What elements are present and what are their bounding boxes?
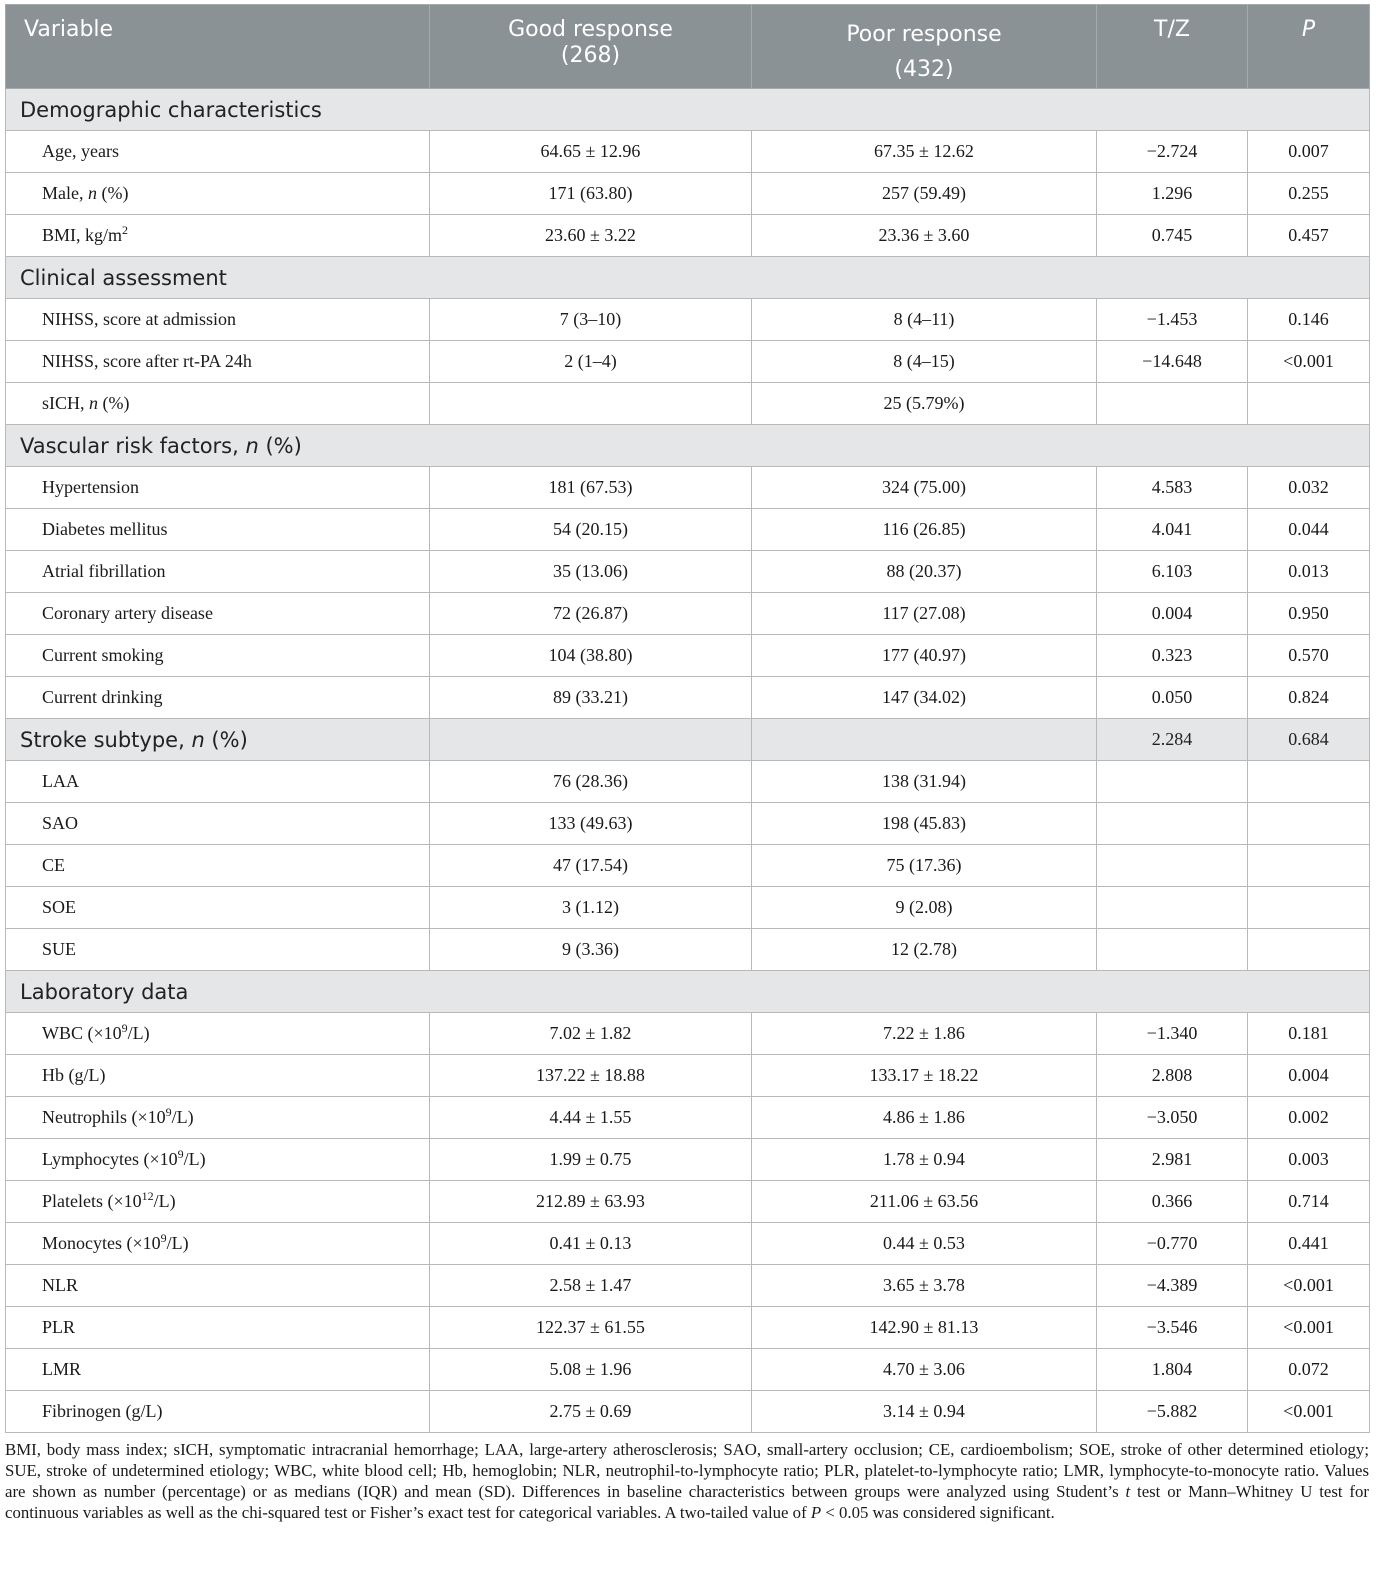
footnote-text: < 0.05 was considered significant. <box>821 1503 1055 1522</box>
table-row <box>6 551 1370 593</box>
cell-p: 0.007 <box>1248 131 1370 173</box>
section-row-clinical <box>6 257 1370 299</box>
cell-tz: 0.050 <box>1097 677 1248 719</box>
baseline-characteristics-table <box>5 4 1370 1433</box>
row-label-text: Lymphocytes (×10 <box>42 1149 178 1169</box>
cell-good <box>430 383 752 425</box>
footnote-text: BMI, body mass index; sICH, symptomatic intracranial hemorrhage; LAA, large-artery atherosclerosis; SAO, small-artery occlusion; CE, cardioembolism; SOE, stroke of other determined etiology; SUE, stroke of undetermined etiology; WBC, white blood cell; Hb, hemoglobin; NLR, neutrophil-to-lymphocyte ratio; PLR, platelet-to-lymphocyte ratio; LMR, lymphocyte-to-monocyte ratio. Values are shown as number (percentage) or as medians (IQR) and mean (SD). Differences in baseline characteristics between groups were analyzed using Student’s <box>5 1440 1369 1501</box>
cell-p: 0.441 <box>1248 1223 1370 1265</box>
row-label: SUE <box>6 929 430 971</box>
section-title-text: Vascular risk factors, <box>20 433 246 458</box>
table-row <box>6 677 1370 719</box>
cell-tz: −1.453 <box>1097 299 1248 341</box>
cell-p: 0.002 <box>1248 1097 1370 1139</box>
cell-p: 0.684 <box>1248 719 1370 761</box>
row-label: Age, years <box>6 131 430 173</box>
good-response-n: (268) <box>560 43 621 68</box>
cell-p: 0.032 <box>1248 467 1370 509</box>
cell-tz: 0.004 <box>1097 593 1248 635</box>
cell-good: 2 (1–4) <box>430 341 752 383</box>
section-title <box>6 719 430 761</box>
table-row <box>6 1349 1370 1391</box>
row-label: LAA <box>6 761 430 803</box>
cell-tz: −3.050 <box>1097 1097 1248 1139</box>
cell-poor: 4.86 ± 1.86 <box>752 1097 1097 1139</box>
cell-good: 137.22 ± 18.88 <box>430 1055 752 1097</box>
cell-poor: 67.35 ± 12.62 <box>752 131 1097 173</box>
cell-tz: 1.804 <box>1097 1349 1248 1391</box>
cell-tz: −1.340 <box>1097 1013 1248 1055</box>
cell-tz: 4.041 <box>1097 509 1248 551</box>
header-tz: T/Z <box>1097 5 1248 89</box>
row-label-suffix: /L) <box>171 1107 194 1127</box>
row-label-text: Male, <box>42 183 88 203</box>
row-label <box>6 1181 430 1223</box>
section-title-suffix: (%) <box>258 433 302 458</box>
cell-p <box>1248 383 1370 425</box>
table-row <box>6 299 1370 341</box>
cell-p <box>1248 887 1370 929</box>
cell-poor: 257 (59.49) <box>752 173 1097 215</box>
cell-poor: 7.22 ± 1.86 <box>752 1013 1097 1055</box>
cell-good: 89 (33.21) <box>430 677 752 719</box>
table-row <box>6 341 1370 383</box>
row-label-italic: n <box>87 183 97 203</box>
cell-tz <box>1097 383 1248 425</box>
table-row <box>6 1223 1370 1265</box>
cell-tz: −4.389 <box>1097 1265 1248 1307</box>
cell-good: 23.60 ± 3.22 <box>430 215 752 257</box>
cell-good <box>430 719 752 761</box>
row-label-suffix: /L) <box>166 1233 189 1253</box>
cell-poor: 23.36 ± 3.60 <box>752 215 1097 257</box>
cell-good: 133 (49.63) <box>430 803 752 845</box>
row-label: Coronary artery disease <box>6 593 430 635</box>
section-title: Demographic characteristics <box>6 89 1370 131</box>
row-label: NIHSS, score at admission <box>6 299 430 341</box>
section-title: Laboratory data <box>6 971 1370 1013</box>
cell-p: <0.001 <box>1248 1391 1370 1433</box>
cell-poor: 1.78 ± 0.94 <box>752 1139 1097 1181</box>
cell-tz: 0.323 <box>1097 635 1248 677</box>
cell-p: 0.457 <box>1248 215 1370 257</box>
table-row <box>6 1055 1370 1097</box>
row-label <box>6 1013 430 1055</box>
cell-tz: 0.366 <box>1097 1181 1248 1223</box>
cell-good: 54 (20.15) <box>430 509 752 551</box>
cell-poor: 198 (45.83) <box>752 803 1097 845</box>
section-title-suffix: (%) <box>204 727 248 752</box>
row-label: NLR <box>6 1265 430 1307</box>
cell-tz: 1.296 <box>1097 173 1248 215</box>
cell-good: 9 (3.36) <box>430 929 752 971</box>
row-label-sup: 2 <box>122 223 129 237</box>
cell-good: 0.41 ± 0.13 <box>430 1223 752 1265</box>
cell-poor: 211.06 ± 63.56 <box>752 1181 1097 1223</box>
cell-good: 171 (63.80) <box>430 173 752 215</box>
cell-poor: 12 (2.78) <box>752 929 1097 971</box>
header-variable: Variable <box>6 5 430 89</box>
cell-good: 181 (67.53) <box>430 467 752 509</box>
cell-p: 0.013 <box>1248 551 1370 593</box>
row-label-text: sICH, <box>42 393 90 413</box>
cell-p: 0.570 <box>1248 635 1370 677</box>
cell-poor: 3.14 ± 0.94 <box>752 1391 1097 1433</box>
row-label-suffix: (%) <box>96 183 129 203</box>
row-label: Diabetes mellitus <box>6 509 430 551</box>
cell-poor: 88 (20.37) <box>752 551 1097 593</box>
cell-tz <box>1097 803 1248 845</box>
table-row <box>6 887 1370 929</box>
cell-tz: −0.770 <box>1097 1223 1248 1265</box>
section-title-italic: n <box>191 727 205 752</box>
cell-p: <0.001 <box>1248 1265 1370 1307</box>
cell-p: 0.003 <box>1248 1139 1370 1181</box>
cell-p <box>1248 929 1370 971</box>
cell-p <box>1248 803 1370 845</box>
cell-p: 0.146 <box>1248 299 1370 341</box>
section-row-laboratory <box>6 971 1370 1013</box>
row-label-text: Neutrophils (×10 <box>42 1107 166 1127</box>
row-label: Fibrinogen (g/L) <box>6 1391 430 1433</box>
table-header-row <box>6 5 1370 89</box>
row-label: LMR <box>6 1349 430 1391</box>
cell-tz: 2.284 <box>1097 719 1248 761</box>
table-row <box>6 803 1370 845</box>
poor-response-n: (432) <box>894 57 954 82</box>
cell-poor: 147 (34.02) <box>752 677 1097 719</box>
footnote-italic-p: P <box>810 1503 822 1522</box>
row-label <box>6 1097 430 1139</box>
row-label-italic: n <box>89 393 99 413</box>
row-label <box>6 1223 430 1265</box>
section-row-demographic <box>6 89 1370 131</box>
cell-tz <box>1097 761 1248 803</box>
cell-poor <box>752 719 1097 761</box>
row-label <box>6 173 430 215</box>
cell-poor: 25 (5.79%) <box>752 383 1097 425</box>
row-label-text: Monocytes (×10 <box>42 1233 161 1253</box>
cell-poor: 133.17 ± 18.22 <box>752 1055 1097 1097</box>
cell-poor: 8 (4–11) <box>752 299 1097 341</box>
cell-tz: 0.745 <box>1097 215 1248 257</box>
row-label <box>6 383 430 425</box>
table-row <box>6 131 1370 173</box>
table-row <box>6 845 1370 887</box>
cell-good: 5.08 ± 1.96 <box>430 1349 752 1391</box>
row-label: Current drinking <box>6 677 430 719</box>
table-row <box>6 1097 1370 1139</box>
cell-tz: 6.103 <box>1097 551 1248 593</box>
table-row <box>6 467 1370 509</box>
row-label: Hb (g/L) <box>6 1055 430 1097</box>
cell-good: 2.58 ± 1.47 <box>430 1265 752 1307</box>
header-good-response <box>430 5 752 89</box>
cell-poor: 177 (40.97) <box>752 635 1097 677</box>
cell-poor: 9 (2.08) <box>752 887 1097 929</box>
header-poor-response <box>752 5 1097 89</box>
cell-poor: 142.90 ± 81.13 <box>752 1307 1097 1349</box>
section-row-stroke-subtype <box>6 719 1370 761</box>
poor-response-label: Poor response <box>846 22 1002 47</box>
cell-good: 212.89 ± 63.93 <box>430 1181 752 1223</box>
row-label: CE <box>6 845 430 887</box>
cell-tz: 2.981 <box>1097 1139 1248 1181</box>
table-row <box>6 1139 1370 1181</box>
cell-poor: 138 (31.94) <box>752 761 1097 803</box>
cell-p: 0.824 <box>1248 677 1370 719</box>
table-footnote <box>5 1439 1369 1523</box>
cell-tz: −14.648 <box>1097 341 1248 383</box>
cell-tz <box>1097 845 1248 887</box>
table-row <box>6 173 1370 215</box>
row-label-sup: 9 <box>160 1231 167 1245</box>
cell-p: 0.950 <box>1248 593 1370 635</box>
cell-tz <box>1097 929 1248 971</box>
cell-good: 1.99 ± 0.75 <box>430 1139 752 1181</box>
cell-tz <box>1097 887 1248 929</box>
cell-good: 104 (38.80) <box>430 635 752 677</box>
cell-p <box>1248 845 1370 887</box>
section-title: Clinical assessment <box>6 257 1370 299</box>
table-row <box>6 509 1370 551</box>
table-row <box>6 1391 1370 1433</box>
row-label-suffix: /L) <box>183 1149 206 1169</box>
cell-poor: 3.65 ± 3.78 <box>752 1265 1097 1307</box>
cell-p: 0.181 <box>1248 1013 1370 1055</box>
footnote-text: test or Mann–Whitney U test for continuous variables as well as the chi-squared test or Fisher’s exact test for categorical variables. A two-tailed value of <box>5 1482 1369 1522</box>
cell-poor: 8 (4–15) <box>752 341 1097 383</box>
cell-good: 76 (28.36) <box>430 761 752 803</box>
cell-good: 3 (1.12) <box>430 887 752 929</box>
cell-good: 64.65 ± 12.96 <box>430 131 752 173</box>
good-response-label: Good response <box>508 17 673 42</box>
cell-good: 72 (26.87) <box>430 593 752 635</box>
cell-p: 0.072 <box>1248 1349 1370 1391</box>
row-label: SOE <box>6 887 430 929</box>
cell-good: 35 (13.06) <box>430 551 752 593</box>
row-label: NIHSS, score after rt-PA 24h <box>6 341 430 383</box>
row-label-suffix: (%) <box>98 393 130 413</box>
table-row <box>6 635 1370 677</box>
cell-good: 7 (3–10) <box>430 299 752 341</box>
row-label: Atrial fibrillation <box>6 551 430 593</box>
section-row-vascular <box>6 425 1370 467</box>
table-row <box>6 383 1370 425</box>
cell-tz: 4.583 <box>1097 467 1248 509</box>
row-label: SAO <box>6 803 430 845</box>
cell-p <box>1248 761 1370 803</box>
cell-p: 0.004 <box>1248 1055 1370 1097</box>
cell-poor: 117 (27.08) <box>752 593 1097 635</box>
cell-poor: 0.44 ± 0.53 <box>752 1223 1097 1265</box>
table-row <box>6 1013 1370 1055</box>
cell-p: 0.044 <box>1248 509 1370 551</box>
row-label-sup: 12 <box>141 1189 154 1203</box>
cell-tz: −2.724 <box>1097 131 1248 173</box>
cell-poor: 116 (26.85) <box>752 509 1097 551</box>
row-label-sup: 9 <box>121 1021 128 1035</box>
row-label <box>6 1139 430 1181</box>
table-row <box>6 1265 1370 1307</box>
cell-poor: 4.70 ± 3.06 <box>752 1349 1097 1391</box>
row-label: PLR <box>6 1307 430 1349</box>
row-label: Current smoking <box>6 635 430 677</box>
footnote-italic-t: t <box>1125 1482 1131 1501</box>
table-row <box>6 593 1370 635</box>
row-label: Hypertension <box>6 467 430 509</box>
header-p: P <box>1248 5 1370 89</box>
section-title <box>6 425 1370 467</box>
cell-good: 2.75 ± 0.69 <box>430 1391 752 1433</box>
row-label-text: WBC (×10 <box>42 1023 122 1043</box>
section-title-text: Stroke subtype, <box>20 727 192 752</box>
row-label-suffix: /L) <box>127 1023 150 1043</box>
cell-poor: 324 (75.00) <box>752 467 1097 509</box>
section-title-italic: n <box>245 433 259 458</box>
cell-p: <0.001 <box>1248 341 1370 383</box>
cell-p: 0.255 <box>1248 173 1370 215</box>
row-label-sup: 9 <box>165 1105 172 1119</box>
table-row <box>6 929 1370 971</box>
cell-p: <0.001 <box>1248 1307 1370 1349</box>
cell-tz: −3.546 <box>1097 1307 1248 1349</box>
cell-tz: −5.882 <box>1097 1391 1248 1433</box>
cell-good: 47 (17.54) <box>430 845 752 887</box>
table-row <box>6 215 1370 257</box>
table-row <box>6 761 1370 803</box>
row-label-suffix: /L) <box>153 1191 176 1211</box>
cell-good: 7.02 ± 1.82 <box>430 1013 752 1055</box>
table-row <box>6 1181 1370 1223</box>
row-label-sup: 9 <box>177 1147 184 1161</box>
cell-poor: 75 (17.36) <box>752 845 1097 887</box>
row-label-text: Platelets (×10 <box>42 1191 142 1211</box>
row-label <box>6 215 430 257</box>
cell-good: 4.44 ± 1.55 <box>430 1097 752 1139</box>
row-label-text: BMI, kg/m <box>42 225 123 245</box>
cell-tz: 2.808 <box>1097 1055 1248 1097</box>
cell-good: 122.37 ± 61.55 <box>430 1307 752 1349</box>
document <box>5 4 1369 1523</box>
cell-p: 0.714 <box>1248 1181 1370 1223</box>
table-row <box>6 1307 1370 1349</box>
